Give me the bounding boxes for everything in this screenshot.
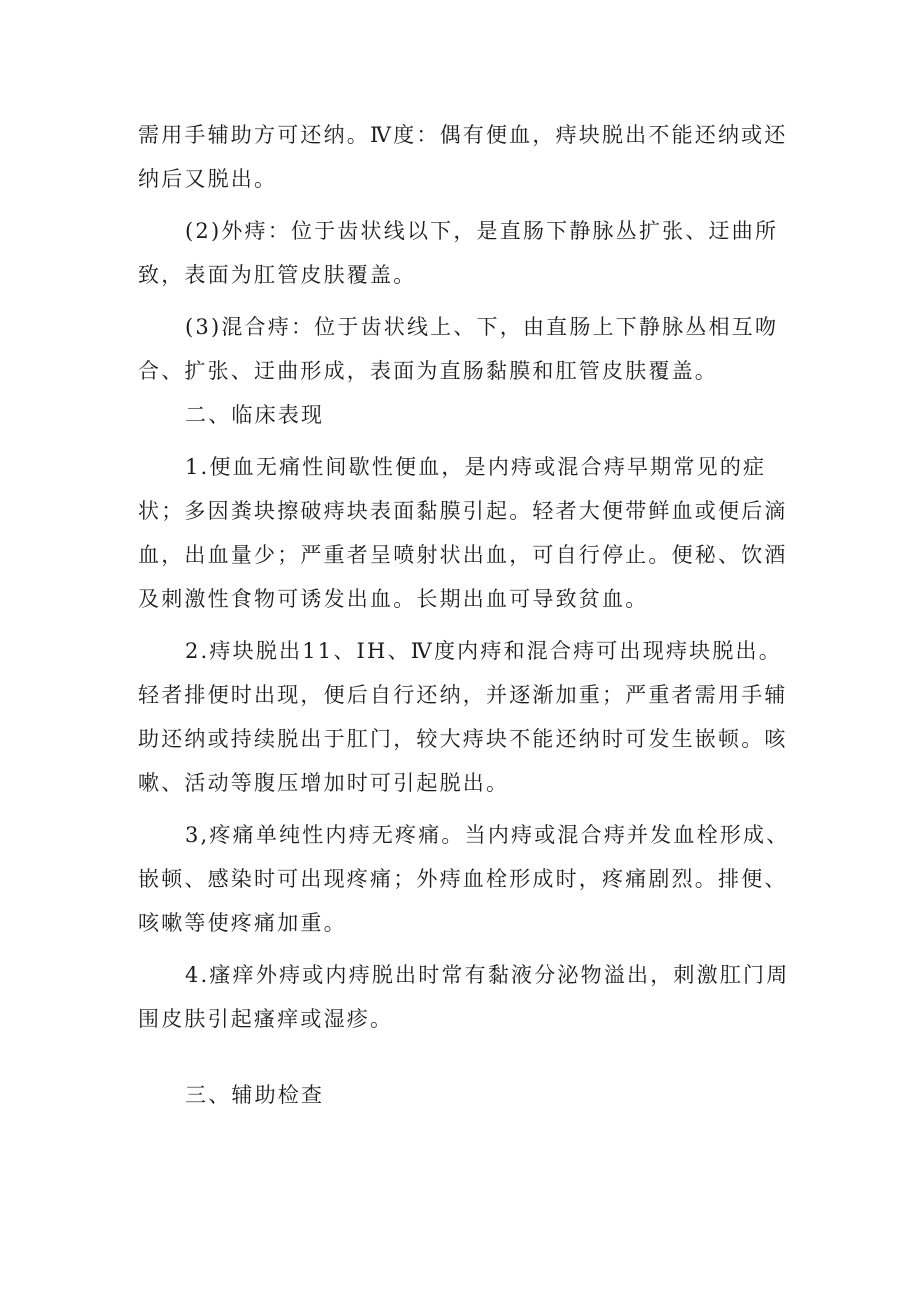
paragraph-prolapse: 2.痔块脱出11、IH、Ⅳ度内痔和混合痔可出现痔块脱出。轻者排便时出现，便后自行还纳，并逐渐加重；严重者需用手辅助还纳或持续脱出于肛门，较大痔块不能还纳时可发生嵌顿。咳嗽、活动等腹压增加时可引起脱出。 xyxy=(138,639,788,795)
section-heading-auxiliary-examination: 三、辅助检查 xyxy=(185,1083,325,1107)
paragraph-external-hemorrhoids: (2)外痔：位于齿状线以下，是直肠下静脉丛扩张、迂曲所致，表面为肛管皮肤覆盖。 xyxy=(138,219,779,287)
paragraph-pain: 3,疼痛单纯性内痔无疼痛。当内痔或混合痔并发血栓形成、嵌顿、感染时可出现疼痛；外痔血栓形成时，疼痛剧烈。排便、咳嗽等使疼痛加重。 xyxy=(138,823,790,935)
paragraph-hematochezia: 1.便血无痛性间歇性便血，是内痔或混合痔早期常见的症状；多因粪块擦破痔块表面黏膜引起。轻者大便带鲜血或便后滴血，出血量少；严重者呈喷射状出血，可自行停止。便秘、饮酒及刺激性食物可诱发出血。长期出血可导致贫血。 xyxy=(138,455,788,611)
paragraph-continuation-grade-4: 需用手辅助方可还纳。Ⅳ度：偶有便血，痔块脱出不能还纳或还纳后又脱出。 xyxy=(138,123,788,191)
document-body xyxy=(138,113,798,1117)
paragraph-pruritus: 4.瘙痒外痔或内痔脱出时常有黏液分泌物溢出，刺激肛门周围皮肤引起瘙痒或湿疹。 xyxy=(138,963,790,1031)
paragraph-mixed-hemorrhoids: (3)混合痔：位于齿状线上、下，由直肠上下静脉丛相互吻合、扩张、迂曲形成，表面为直肠黏膜和肛管皮肤覆盖。 xyxy=(138,315,779,383)
section-heading-clinical-manifestations: 二、临床表现 xyxy=(185,403,325,427)
